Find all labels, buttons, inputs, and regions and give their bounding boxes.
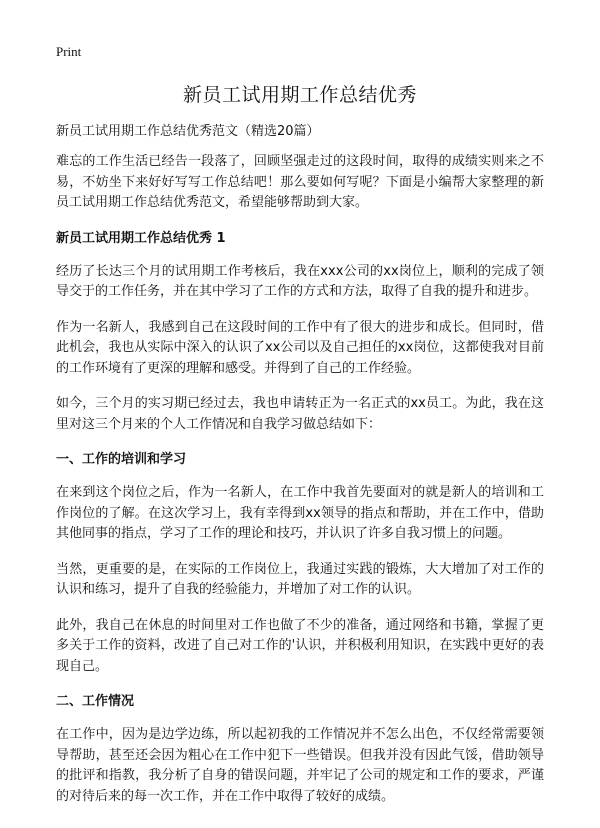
document-subtitle: 新员工试用期工作总结优秀范文（精选20篇） <box>56 124 320 139</box>
part-1-paragraph-1: 在来到这个岗位之后，作为一名新人，在工作中我首先要面对的就是新人的培训和工作岗位的了解。在这次学习上，我有幸得到xx领导的指点和帮助，并在工作中，借助其他同事的指点，学习了工作的理论和技巧，并认识了许多自我习惯上的问题。 <box>56 485 544 541</box>
part-1-paragraph-2: 当然，更重要的是，在实际的工作岗位上，我通过实践的锻炼，大大增加了对工作的认识和练习，提升了自我的经验能力，并增加了对工作的认识。 <box>56 561 544 597</box>
part-1-heading: 一、工作的培训和学习 <box>56 452 187 467</box>
part-1-paragraph-3: 此外，我自己在休息的时间里对工作也做了不少的准备，通过网络和书籍，掌握了更多关于工作的资料，改进了自己对工作的'认识，并积极利用知识，在实践中更好的表现自己。 <box>56 617 544 674</box>
section-1-paragraph-1: 经历了长达三个月的试用期工作考核后，我在xxx公司的xx岗位上，顺利的完成了领导交于的工作任务，并在其中学习了工作的方式和方法，取得了自我的提升和进步。 <box>56 263 544 299</box>
part-2-heading: 二、工作情况 <box>56 694 135 709</box>
document-title: 新员工试用期工作总结优秀 <box>182 84 417 106</box>
section-1-heading: 新员工试用期工作总结优秀 1 <box>56 230 226 246</box>
part-2-paragraph-1: 在工作中，因为是边学边练，所以起初我的工作情况并不怎么出色，不仅经常需要领导帮助，甚至还会因为粗心在工作中犯下一些错误。但我并没有因此气馁，借助领导的批评和指教，我分析了自身的错误问题，并牢记了公司的规定和工作的要求，严谨的对待后来的每一次工作，并在工作中取得了较好的成绩。 <box>56 727 544 804</box>
section-1-paragraph-3: 如今，三个月的实习期已经过去，我也申请转正为一名正式的xx员工。为此，我在这里对这三个月来的个人工作情况和自我学习做总结如下： <box>56 396 544 432</box>
section-1-paragraph-2: 作为一名新人，我感到自己在这段时间的工作中有了很大的进步和成长。但同时，借此机会，我也从实际中深入的认识了xx公司以及自己担任的xx岗位，这都使我对目前的工作环境有了更深的理解和感受。并得到了自己的工作经验。 <box>56 319 544 376</box>
print-link[interactable]: Print <box>56 44 82 59</box>
intro-paragraph: 难忘的工作生活已经告一段落了，回顾坚强走过的这段时间，取得的成绩实则来之不易，不妨坐下来好好写写工作总结吧！那么要如何写呢？下面是小编帮大家整理的新员工试用期工作总结优秀范文，希望能够帮助到大家。 <box>56 154 544 210</box>
